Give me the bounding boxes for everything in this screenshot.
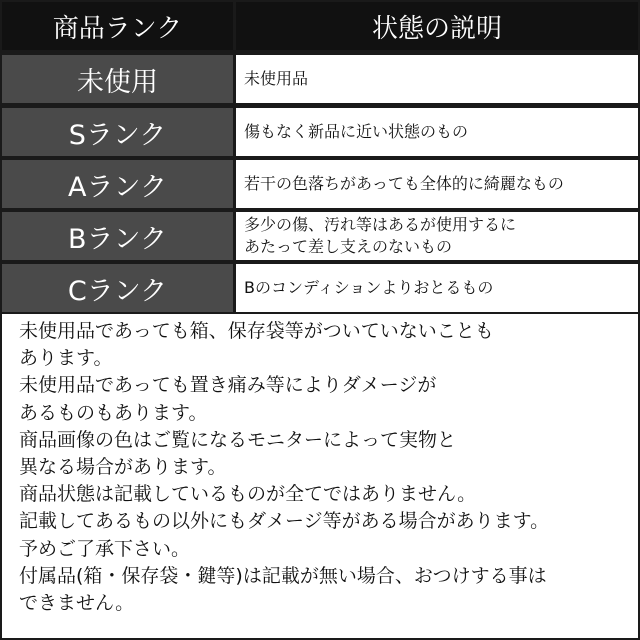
note-line: 商品画像の色はご覧になるモニターによって実物と	[19, 428, 457, 451]
rank-cell-c: Cランク	[2, 264, 233, 312]
note-line: できません。	[19, 592, 135, 615]
desc-cell-c	[236, 264, 638, 312]
note-line: 商品状態は記載しているものが全てではありません。	[19, 483, 477, 506]
note-line: 付属品(箱・保存袋・鍵等)は記載が無い場合、おつけする事は	[19, 564, 547, 587]
desc-cell-a	[236, 160, 638, 208]
desc-line: 未使用品	[244, 69, 309, 88]
rank-cell-s: Sランク	[2, 108, 233, 156]
note-line: 予めご了承下さい。	[19, 537, 191, 560]
desc-line: 傷もなく新品に近い状態のもの	[244, 122, 469, 141]
desc-line: 多少の傷、汚れ等はあるが使用するに	[244, 215, 517, 234]
desc-line: あたって差し支えのないもの	[244, 237, 453, 256]
rank-cell-unused: 未使用	[2, 55, 233, 103]
header-description: 状態の説明	[236, 2, 638, 50]
desc-cell-b	[236, 212, 638, 260]
note-line: 異なる場合があります。	[19, 456, 227, 479]
note-line: あります。	[19, 347, 113, 370]
note-line: 未使用品であっても箱、保存袋等がついていないことも	[19, 320, 494, 342]
rank-cell-b: Bランク	[2, 212, 233, 260]
notes-panel	[2, 314, 638, 638]
note-line: 未使用品であっても置き痛み等によりダメージが	[19, 374, 437, 397]
desc-cell-s	[236, 108, 638, 156]
desc-line: Bのコンディションよりおとるもの	[244, 278, 494, 297]
desc-cell-unused	[236, 55, 638, 103]
desc-line: 若干の色落ちがあっても全体的に綺麗なもの	[244, 174, 564, 193]
rank-cell-a: Aランク	[2, 160, 233, 208]
note-line: あるものもあります。	[19, 401, 208, 424]
note-line: 記載してあるもの以外にもダメージ等がある場合があります。	[19, 510, 550, 533]
header-rank: 商品ランク	[2, 2, 233, 50]
